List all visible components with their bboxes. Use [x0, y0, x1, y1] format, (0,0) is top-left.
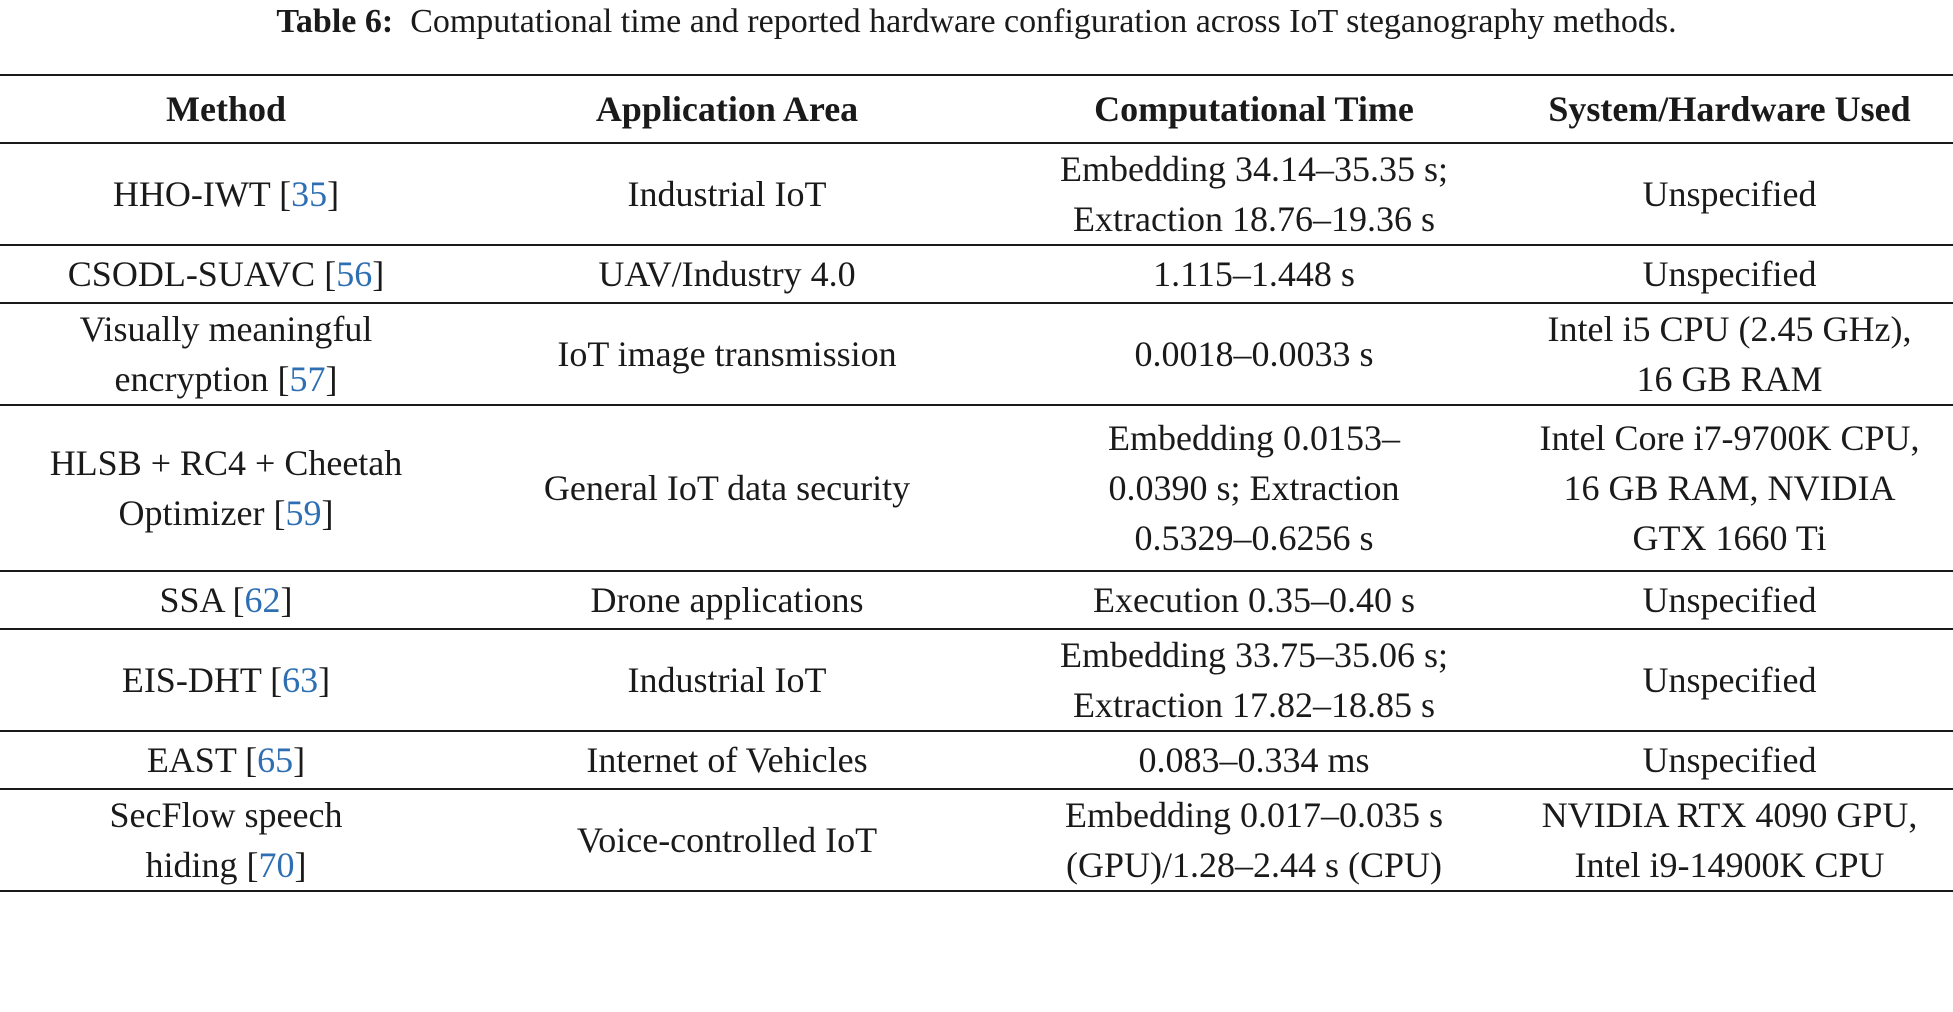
table-row	[0, 303, 1953, 405]
header-computational-time: Computational Time	[1002, 75, 1506, 143]
caption-label: Table 6:	[276, 3, 394, 40]
citation-number[interactable]: 59	[285, 493, 322, 533]
method-cell	[0, 731, 452, 789]
method-cell	[0, 143, 452, 245]
hardware-cell: Unspecified	[1506, 143, 1953, 245]
citation[interactable]: [65]	[245, 740, 306, 780]
table-row	[0, 245, 1953, 303]
citation[interactable]: [35]	[279, 174, 340, 214]
header-hardware: System/Hardware Used	[1506, 75, 1953, 143]
citation-number[interactable]: 56	[336, 254, 373, 294]
comparison-table	[0, 74, 1953, 892]
application-area-cell: UAV/Industry 4.0	[452, 245, 1002, 303]
computational-time-cell: Execution 0.35–0.40 s	[1002, 571, 1506, 629]
method-name: Visually meaningful encryption	[79, 309, 373, 399]
citation-number[interactable]: 35	[291, 174, 328, 214]
application-area-cell: Drone applications	[452, 571, 1002, 629]
hardware-cell: Intel Core i7-9700K CPU, 16 GB RAM, NVIDIA GTX 1660 Ti	[1506, 405, 1953, 571]
method-name: SSA	[159, 580, 224, 620]
hardware-cell: Unspecified	[1506, 629, 1953, 731]
table-row	[0, 405, 1953, 571]
header-method: Method	[0, 75, 452, 143]
computational-time-cell: 0.0018–0.0033 s	[1002, 303, 1506, 405]
application-area-cell: Industrial IoT	[452, 143, 1002, 245]
table-row	[0, 629, 1953, 731]
hardware-cell: Unspecified	[1506, 245, 1953, 303]
hardware-cell: NVIDIA RTX 4090 GPU, Intel i9-14900K CPU	[1506, 789, 1953, 891]
hardware-cell: Unspecified	[1506, 731, 1953, 789]
method-name: SecFlow speech hiding	[109, 795, 343, 885]
citation-number[interactable]: 63	[282, 660, 319, 700]
computational-time-cell: Embedding 33.75–35.06 s; Extraction 17.82–18.85 s	[1002, 629, 1506, 731]
citation[interactable]: [70]	[246, 845, 307, 885]
table-row	[0, 143, 1953, 245]
computational-time-cell: Embedding 0.0153– 0.0390 s; Extraction 0.5329–0.6256 s	[1002, 405, 1506, 571]
citation[interactable]: [63]	[270, 660, 331, 700]
citation-number[interactable]: 57	[289, 359, 326, 399]
method-cell	[0, 789, 452, 891]
citation-number[interactable]: 70	[258, 845, 295, 885]
header-row	[0, 75, 1953, 143]
computational-time-cell: 0.083–0.334 ms	[1002, 731, 1506, 789]
method-cell	[0, 245, 452, 303]
application-area-cell: IoT image transmission	[452, 303, 1002, 405]
method-name: CSODL-SUAVC	[67, 254, 316, 294]
method-name: HHO-IWT	[112, 174, 271, 214]
application-area-cell: Voice-controlled IoT	[452, 789, 1002, 891]
table-row	[0, 571, 1953, 629]
computational-time-cell: Embedding 34.14–35.35 s; Extraction 18.76–19.36 s	[1002, 143, 1506, 245]
caption-text: Computational time and reported hardware configuration across IoT steganography methods.	[410, 3, 1677, 40]
header-application-area: Application Area	[452, 75, 1002, 143]
application-area-cell: General IoT data security	[452, 405, 1002, 571]
method-cell	[0, 571, 452, 629]
citation[interactable]: [56]	[324, 254, 385, 294]
computational-time-cell: Embedding 0.017–0.035 s (GPU)/1.28–2.44 s (CPU)	[1002, 789, 1506, 891]
citation[interactable]: [59]	[273, 493, 334, 533]
citation-number[interactable]: 62	[244, 580, 281, 620]
hardware-cell: Intel i5 CPU (2.45 GHz), 16 GB RAM	[1506, 303, 1953, 405]
method-cell	[0, 405, 452, 571]
application-area-cell: Internet of Vehicles	[452, 731, 1002, 789]
method-name: EAST	[146, 740, 237, 780]
table-row	[0, 731, 1953, 789]
table-row	[0, 789, 1953, 891]
hardware-cell: Unspecified	[1506, 571, 1953, 629]
citation-number[interactable]: 65	[257, 740, 294, 780]
application-area-cell: Industrial IoT	[452, 629, 1002, 731]
citation[interactable]: [62]	[232, 580, 293, 620]
method-cell	[0, 303, 452, 405]
method-cell	[0, 629, 452, 731]
table-caption	[0, 0, 1953, 44]
method-name: EIS-DHT	[121, 660, 262, 700]
citation[interactable]: [57]	[277, 359, 338, 399]
method-name: HLSB + RC4 + Cheetah Optimizer	[49, 443, 403, 533]
computational-time-cell: 1.115–1.448 s	[1002, 245, 1506, 303]
